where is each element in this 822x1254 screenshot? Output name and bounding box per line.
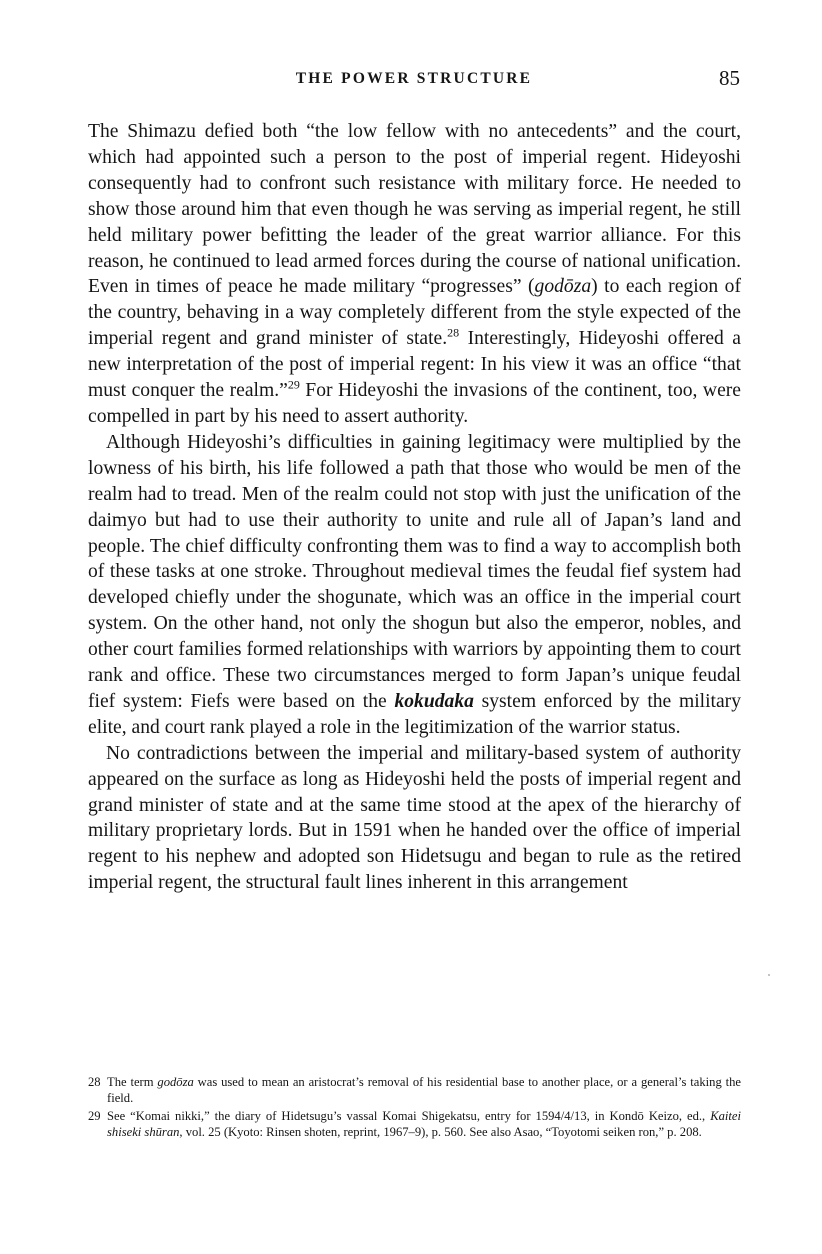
footnote-ref-28[interactable]: 28 — [447, 325, 460, 340]
paragraph-1-text-a: The Shimazu defied both “the low fellow with no antecedents” and the court, which had appointed such a person to the post of imperial regent. Hideyoshi consequently had to confront such resistance with military force. He needed to show those around him that even though he was serving as imperial regent, he still held military power befitting the leader of the great warrior alliance. For this reason, he continued to lead armed forces during the course of national unification. Even in times of peace he made military “progresses” ( — [88, 121, 741, 298]
footnotes — [88, 1075, 741, 1143]
page-header — [88, 66, 740, 98]
footnote-28-term: godōza — [157, 1075, 194, 1089]
paragraph-1-text-d: For Hideyoshi the invasions of the continent, too, were compelled in part by his need to assert authority. — [88, 380, 741, 427]
footnote-text — [107, 1109, 741, 1140]
paragraph-3-text: No contradictions between the imperial and military-based system of authority appeared on the surface as long as Hideyoshi held the posts of imperial regent and grand minister of state and at the same time stood at the apex of the hierarchy of military proprietary lords. But in 1591 when he handed over the office of imperial regent to his nephew and adopted son Hidetsugu and began to rule as the retired imperial regent, the structural fault lines inherent in this arrangement — [88, 742, 741, 894]
footnote-text — [107, 1075, 741, 1106]
paragraph-2 — [88, 430, 741, 741]
paragraph-2-term-kokudaka: kokudaka — [394, 690, 474, 712]
footnote-28 — [88, 1075, 741, 1106]
paragraph-1 — [88, 119, 741, 430]
footnote-29-text-b: , vol. 25 (Kyoto: Rinsen shoten, reprint, 1967–9), p. 560. See also Asao, “Toyotomi seiken ron,” p. 208. — [179, 1124, 702, 1139]
body-text — [88, 119, 741, 896]
paragraph-1-term-godoza: godōza — [534, 276, 592, 298]
page-number: 85 — [719, 66, 740, 90]
footnote-29-title: Kaitei shiseki shūran — [107, 1109, 741, 1139]
footnote-number: 29 — [88, 1109, 101, 1124]
footnote-number: 28 — [88, 1075, 101, 1089]
footnote-29-text-a: See “Komai nikki,” the diary of Hidetsugu’s vassal Komai Shigekatsu, entry for 1594/4/13, in Kondō Keizo, ed., — [107, 1109, 711, 1124]
footnote-ref-29[interactable]: 29 — [287, 377, 300, 392]
footnote-28-text-b: was used to mean an aristocrat’s removal of his residential base to another place, or a general’s taking the field. — [107, 1075, 741, 1105]
paragraph-2-text-b: system enforced by the military elite, and court rank played a role in the legitimization of the warrior status. — [88, 690, 741, 738]
paragraph-2-text-a: Although Hideyoshi’s difficulties in gaining legitimacy were multiplied by the lowness of his birth, his life followed a path that those who would be men of the realm had to tread. Men of the realm could not stop with just the unification of the daimyo but had to use their authority to unite and rule all of Japan’s land and people. The chief difficulty confronting them was to find a way to accomplish both of these tasks at one stroke. Throughout medieval times the feudal fief system had developed chiefly under the shogunate, which was an office in the imperial court system. On the other hand, not only the shogun but also the emperor, nobles, and other court families formed relationships with warriors by appointing them to court rank and office. These two circumstances merged to form Japan’s unique feudal fief system: Fiefs were based on the — [88, 431, 741, 712]
paragraph-3 — [88, 741, 741, 896]
footnote-28-text-a: The term — [107, 1075, 158, 1089]
paragraph-1-text-b: ) to each region of the country, behaving in a way completely different from the style expected of the imperial regent and grand minister of state. — [88, 276, 742, 350]
running-head: THE POWER STRUCTURE — [295, 70, 533, 87]
paragraph-1-text-c: Interestingly, Hideyoshi offered a new interpretation of the post of imperial regent: In his view it was an office “that must conquer the realm.” — [88, 328, 741, 402]
footnote-29 — [88, 1109, 741, 1140]
scan-speck — [768, 974, 770, 976]
